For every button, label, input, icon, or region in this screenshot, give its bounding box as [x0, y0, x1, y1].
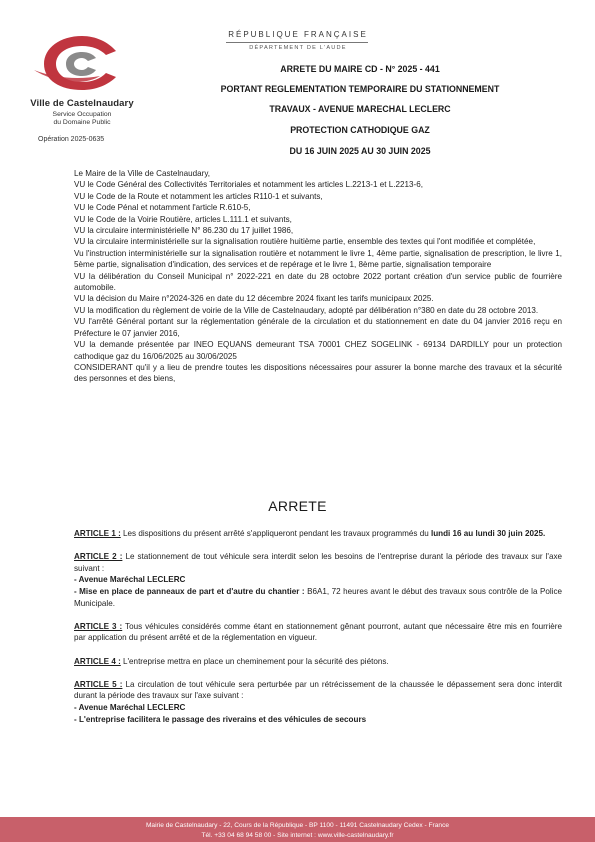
article-5-access: - L'entreprise facilitera le passage des riverains et des véhicules de secours [74, 714, 367, 724]
article-2-text: Le stationnement de tout véhicule sera interdit selon les besoins de l'entreprise durant la période des travaux sur l'axe suivant : [74, 552, 563, 573]
footer-address: Mairie de Castelnaudary - 22, Cours de la République - BP 1100 - 11491 Castelnaudary Cedex - France [145, 822, 450, 829]
departement: DÉPARTEMENT DE L'AUDE [249, 45, 347, 51]
city-logo [24, 30, 140, 150]
arrete-heading: ARRETE [268, 498, 327, 514]
vu-item: VU le Code Pénal et notamment l'article R.610-5, [74, 203, 251, 213]
article-1 [74, 528, 562, 540]
vu-item: VU le Code de la Route et notamment les articles R110-1 et suivants, [74, 191, 323, 201]
article-4-label: ARTICLE 4 : [74, 656, 121, 666]
article-1-dates: lundi 16 au lundi 30 juin 2025. [430, 529, 546, 538]
vu-item: VU la circulaire interministérielle sur la signalisation routière huitième partie, ensemble des textes qui l'ont modifiée et complétée, [74, 237, 536, 247]
header-divider [226, 42, 368, 43]
article-5 [74, 679, 562, 725]
article-5-label: ARTICLE 5 : [74, 679, 123, 689]
article-3-text: Tous véhicules considérés comme étant en stationnement gênant pourront, autant que nécessaire être mis en fourrière par application du présent arrêté et de la réglementation en vigueur. [74, 621, 562, 643]
page-footer [0, 817, 595, 842]
article-2 [74, 551, 562, 609]
title-line-3: TRAVAUX - AVENUE MARECHAL LECLERC [269, 104, 451, 114]
article-2-signs-label: - Mise en place de panneaux de part et d'autre du chantier : [74, 586, 305, 596]
vu-item: VU la délibération du Conseil Municipal n° 2022-221 en date du 28 octobre 2022 portant création d'un service public de fourrière automobile. [74, 271, 562, 293]
title-line-5: DU 16 JUIN 2025 AU 30 JUIN 2025 [289, 146, 431, 156]
preamble-intro: Le Maire de la Ville de Castelnaudary, [74, 169, 211, 178]
title-line-4: PROTECTION CATHODIQUE GAZ [290, 125, 430, 135]
article-1-text: Les dispositions du présent arrêté s'appliqueront pendant les travaux programmés du [120, 529, 431, 538]
article-1-label: ARTICLE 1 : [74, 529, 121, 538]
article-2-street: - Avenue Maréchal LECLERC [74, 575, 186, 585]
article-3-label: ARTICLE 3 : [74, 621, 123, 631]
title-line-2: PORTANT REGLEMENTATION TEMPORAIRE DU STATIONNEMENT [220, 84, 500, 94]
article-4-text: L'entreprise mettra en place un cheminement pour la sécurité des piétons. [120, 656, 389, 666]
considerant: CONSIDERANT qu'il y a lieu de prendre toutes les dispositions nécessaires pour assurer la bonne marche des travaux et la sécurité des personnes et des biens, [74, 362, 562, 384]
vu-item: VU la demande présentée par INEO EQUANS demeurant TSA 70001 CHEZ SOGELINK - 69134 DARDILLY pour un protection cathodique gaz du 16/06/2025 au 30/06/2025 [74, 340, 562, 361]
vu-item: VU l'arrêté Général portant sur la réglementation générale de la circulation et du stationnement en date du 04 janvier 2016 reçu en Préfecture le 07 janvier 2016, [74, 317, 562, 338]
republique-francaise: RÉPUBLIQUE FRANÇAISE [228, 30, 368, 39]
vu-item: VU le Code de la Voirie Routière, articles L.111.1 et suivants, [74, 214, 292, 224]
vu-item: VU la décision du Maire n°2024-326 en date du 12 décembre 2024 fixant les tarifs municipaux 2025. [74, 294, 434, 304]
title-line-1: ARRETE DU MAIRE CD - N° 2025 - 441 [280, 64, 440, 74]
castelnaudary-emblem-icon [30, 30, 134, 96]
logo-service-name: Service Occupation du Domaine Public [52, 111, 112, 126]
articles [74, 528, 562, 737]
article-5-street: - Avenue Maréchal LECLERC [74, 702, 186, 712]
vu-item: VU la circulaire interministérielle N° 86.230 du 17 juillet 1986, [74, 226, 294, 236]
logo-city-name: Ville de Castelnaudary [30, 98, 134, 109]
article-2-label: ARTICLE 2 : [74, 552, 123, 562]
article-4 [74, 656, 562, 668]
footer-contact: Tél. +33 04 68 94 58 00 - Site internet : www.ville-castelnaudary.fr [201, 832, 394, 839]
article-3 [74, 621, 562, 644]
vu-item: Vu l'instruction interministérielle sur la signalisation routière et notamment le livre 1, 4ème partie, signalisation de prescription, le livre 1, 5ème partie, signalisation d'indication, des services et de repérage et le livre 1, 8ème partie, signalisation temporaire [74, 248, 562, 270]
operation-number: Opération 2025-0635 [38, 136, 105, 143]
article-2-signs-text: B6A1, 72 heures avant le début des travaux sous contrôle de la Police Municipale. [74, 586, 562, 608]
article-5-text: La circulation de tout véhicule sera perturbée par un rétrécissement de la chaussée le dépassement sera donc interdit durant la période des travaux sur l'axe suivant : [74, 679, 563, 701]
vu-item: VU la modification du règlement de voirie de la Ville de Castelnaudary, adopté par délibération n°380 en date du 28 octobre 2013. [74, 305, 539, 315]
preamble [74, 168, 562, 385]
vu-item: VU le Code Général des Collectivités Territoriales et notamment les articles L.2213-1 et L.2213-6, [74, 180, 423, 190]
